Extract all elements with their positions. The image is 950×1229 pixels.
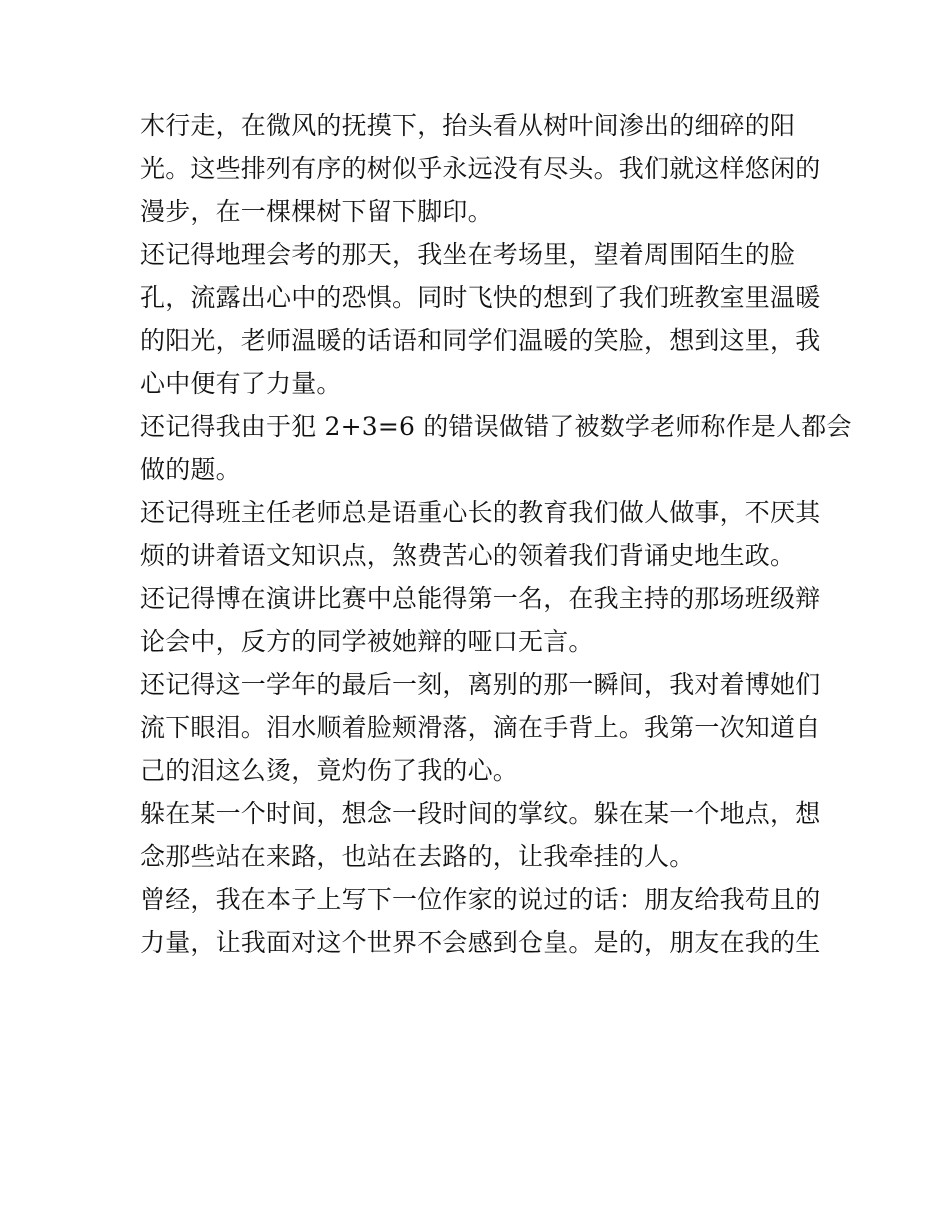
text-line: 还记得博在演讲比赛中总能得第一名，在我主持的那场班级辩	[140, 584, 821, 613]
text-line: 孔，流露出心中的恐惧。同时飞快的想到了我们班教室里温暖	[140, 283, 821, 312]
text-line: 漫步，在一棵棵树下留下脚印。	[140, 197, 493, 226]
paragraph	[140, 878, 821, 964]
paragraph	[140, 233, 821, 405]
text-line: 烦的讲着语文知识点，煞费苦心的领着我们背诵史地生政。	[140, 541, 796, 570]
paragraph	[140, 104, 821, 233]
paragraph	[140, 405, 852, 491]
body-text	[140, 104, 852, 964]
text-line: 躲在某一个时间，想念一段时间的掌纹。躲在某一个地点，想	[140, 799, 821, 828]
text-line: 念那些站在来路，也站在去路的，让我牵挂的人。	[140, 842, 695, 871]
text-line: 力量，让我面对这个世界不会感到仓皇。是的，朋友在我的生	[140, 928, 821, 957]
text-line: 做的题。	[140, 455, 241, 484]
text-line: 心中便有了力量。	[140, 369, 342, 398]
paragraph	[140, 792, 821, 878]
paragraph	[140, 577, 821, 663]
text-line: 曾经，我在本子上写下一位作家的说过的话：朋友给我苟且的	[140, 885, 821, 914]
text-line: 己的泪这么烫，竟灼伤了我的心。	[140, 756, 519, 785]
text-line: 还记得地理会考的那天，我坐在考场里，望着周围陌生的脸	[140, 240, 796, 269]
text-line: 论会中，反方的同学被她辩的哑口无言。	[140, 627, 594, 656]
text-line: 流下眼泪。泪水顺着脸颊滑落，滴在手背上。我第一次知道自	[140, 713, 821, 742]
text-line: 的阳光，老师温暖的话语和同学们温暖的笑脸，想到这里，我	[140, 326, 821, 355]
text-line: 还记得班主任老师总是语重心长的教育我们做人做事，不厌其	[140, 498, 821, 527]
text-line: 木行走，在微风的抚摸下，抬头看从树叶间渗出的细碎的阳	[140, 111, 796, 140]
paragraph	[140, 663, 821, 792]
text-line: 还记得我由于犯 2+3=6 的错误做错了被数学老师称作是人都会	[140, 412, 852, 441]
text-line: 光。这些排列有序的树似乎永远没有尽头。我们就这样悠闲的	[140, 154, 821, 183]
paragraph	[140, 491, 821, 577]
text-line: 还记得这一学年的最后一刻，离别的那一瞬间，我对着博她们	[140, 670, 821, 699]
